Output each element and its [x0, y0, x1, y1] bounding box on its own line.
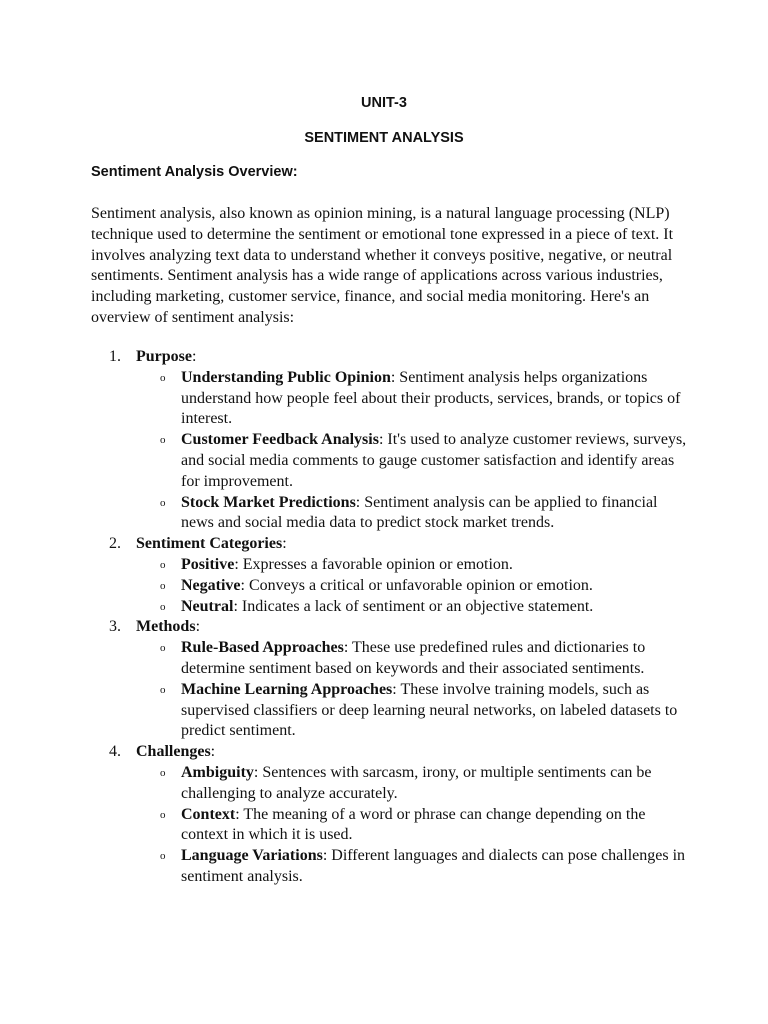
circle-bullet-icon: o: [160, 850, 166, 863]
list-item-methods: [91, 617, 691, 742]
sub-list-item: [136, 430, 691, 492]
list-item-title: Purpose: [136, 348, 192, 365]
sub-list-item: [136, 597, 691, 618]
sub-item-text: : Expresses a favorable opinion or emotion.: [234, 555, 513, 573]
list-item-colon: :: [192, 348, 197, 365]
list-item-challenges: [91, 742, 691, 888]
list-item-colon: :: [210, 743, 216, 761]
sub-item-text: : Sentences with sarcasm, irony, or multiple sentiments can be challenging to analyze accurately.: [181, 763, 652, 802]
sub-item-text: : Different languages and dialects can pose challenges in sentiment analysis.: [181, 847, 686, 885]
list-number: 4.: [109, 743, 121, 761]
circle-bullet-icon: o: [160, 558, 166, 571]
sub-item-text: : Conveys a critical or unfavorable opinion or emotion.: [240, 576, 593, 594]
sub-item-text: : Sentiment analysis can be applied to financial news and social media data to predict stock market trends.: [181, 493, 658, 532]
sub-list: [136, 763, 691, 888]
sub-item-term: Positive: [181, 555, 235, 573]
sub-list-item: [136, 680, 691, 742]
sub-item-term: Ambiguity: [181, 763, 254, 781]
list-number: 3.: [109, 618, 121, 636]
sub-list-item: [136, 638, 691, 680]
sub-item-term: Negative: [181, 576, 241, 594]
sub-list-item: [136, 368, 691, 430]
list-item-sentiment-categories: [91, 534, 691, 617]
section-heading: Sentiment Analysis Overview:: [91, 164, 298, 180]
sub-item-term: Context: [181, 805, 236, 823]
circle-bullet-icon: o: [160, 579, 166, 592]
list-item-colon: :: [282, 535, 287, 553]
overview-list: [91, 347, 691, 888]
sub-item-term: Stock Market Predictions: [181, 493, 356, 511]
circle-bullet-icon: o: [160, 496, 166, 509]
sub-list-item: [136, 493, 691, 535]
list-number: 1.: [109, 348, 121, 365]
document-title: SENTIMENT ANALYSIS: [304, 130, 464, 146]
sub-item-text: : Indicates a lack of sentiment or an objective statement.: [233, 597, 594, 615]
sub-list-item: [136, 846, 691, 888]
list-item-title: Methods: [136, 618, 196, 636]
sub-item-text: : The meaning of a word or phrase can change depending on the context in which it is used.: [181, 805, 646, 844]
circle-bullet-icon: o: [160, 683, 166, 696]
sub-item-term: Customer Feedback Analysis: [181, 431, 379, 449]
sub-item-text: : These use predefined rules and dictionaries to determine sentiment based on keywords and their associated sentiments.: [181, 639, 646, 677]
circle-bullet-icon: o: [160, 600, 166, 613]
circle-bullet-icon: o: [160, 434, 166, 447]
sub-item-term: Neutral: [181, 597, 234, 615]
sub-list: [136, 555, 691, 617]
list-item-title: Challenges: [136, 743, 211, 761]
list-item-title: Sentiment Categories: [136, 535, 283, 553]
sub-item-term: Understanding Public Opinion: [181, 368, 391, 386]
sub-list-item: [136, 805, 691, 847]
list-number: 2.: [109, 535, 121, 553]
sub-item-term: Machine Learning Approaches: [181, 680, 393, 698]
circle-bullet-icon: o: [160, 808, 166, 821]
sub-list-item: [136, 763, 691, 805]
list-item-purpose: [91, 347, 691, 534]
sub-item-term: Rule-Based Approaches: [181, 639, 344, 657]
sub-list: [136, 638, 691, 742]
sub-list-item: [136, 555, 691, 576]
sub-item-text: : These involve training models, such as supervised classifiers or deep learning neural networks, on labeled datasets to predict sentiment.: [181, 680, 678, 740]
unit-title: UNIT-3: [361, 95, 407, 111]
sub-item-text: : It's used to analyze customer reviews, surveys, and social media comments to gauge customer satisfaction and identify areas for improvement.: [181, 431, 687, 490]
list-item-colon: :: [195, 618, 201, 636]
sub-item-term: Language Variations: [181, 847, 323, 865]
sub-item-text: : Sentiment analysis helps organizations understand how people feel about their products, services, brands, or topics of interest.: [181, 368, 681, 428]
intro-paragraph: Sentiment analysis, also known as opinion mining, is a natural language processing (NLP) technique used to determine the sentiment or emotional tone expressed in a piece of text. It involves analyzing text data to understand whether it conveys positive, negative, or neutral sentiments. Sentiment analysis has a wide range of applications across various industries, including marketing, customer service, finance, and social media monitoring. Here's an overview of sentiment analysis:: [91, 205, 674, 326]
sub-list: [136, 368, 691, 534]
circle-bullet-icon: o: [160, 371, 166, 384]
circle-bullet-icon: o: [160, 642, 166, 655]
sub-list-item: [136, 576, 691, 597]
circle-bullet-icon: o: [160, 766, 166, 779]
